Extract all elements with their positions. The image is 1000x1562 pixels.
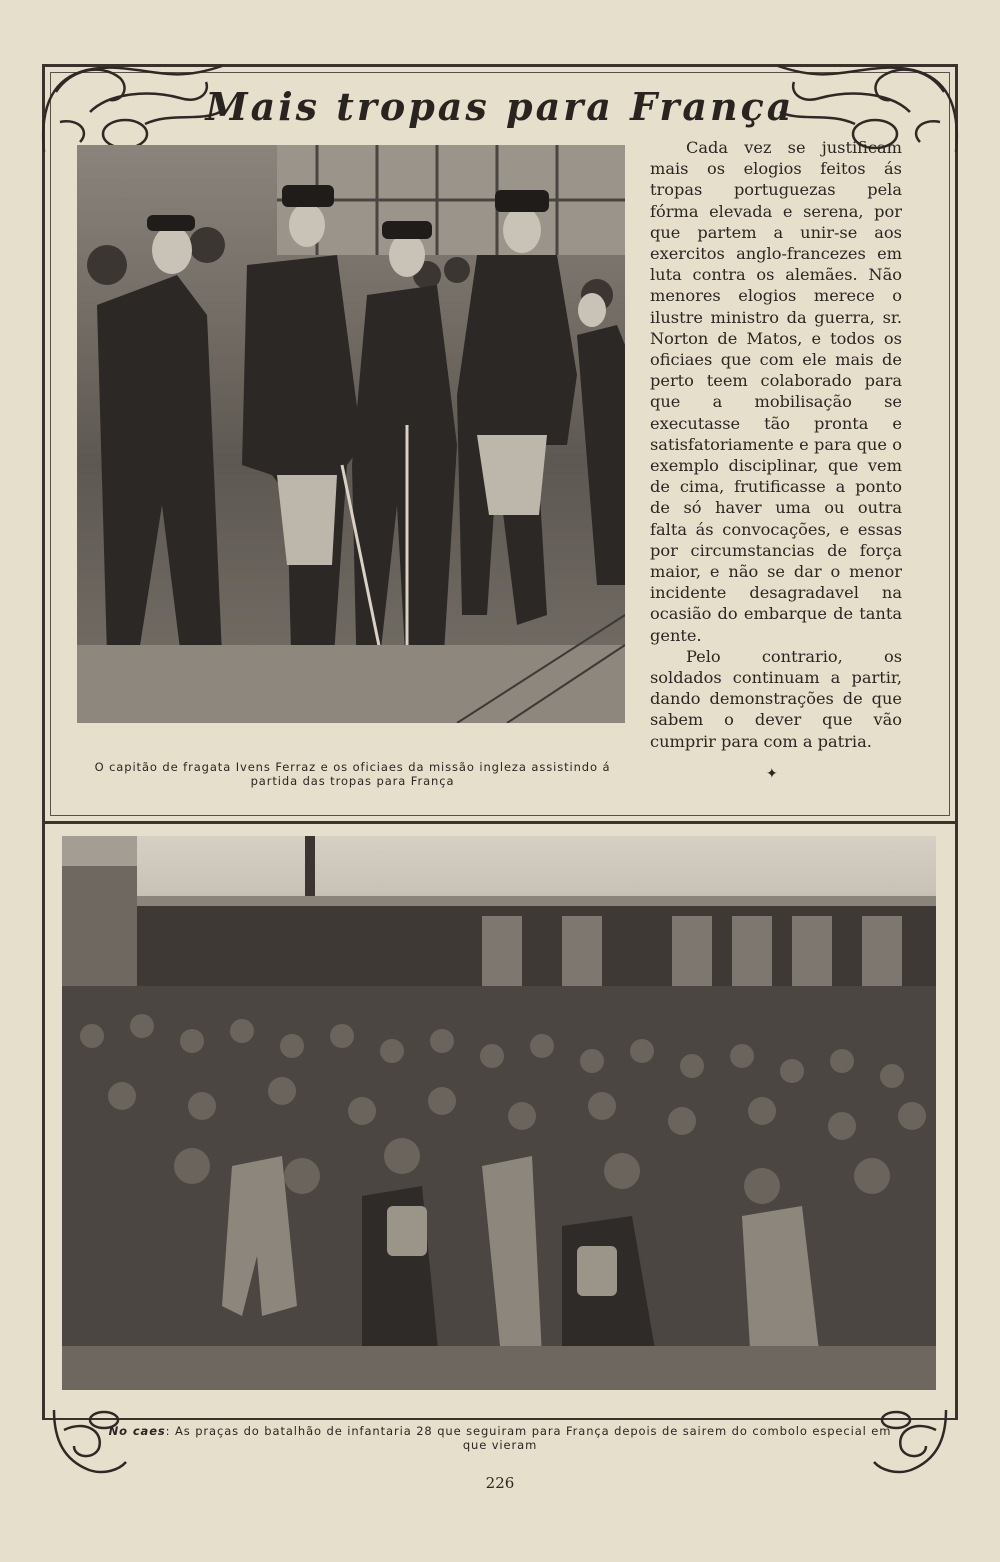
photo-officers-caption: O capitão de fragata Ivens Ferraz e os oficiaes da missão ingleza assistindo á partida das tropas para França <box>94 760 611 788</box>
end-mark-icon: ✦ <box>766 766 778 782</box>
frame-right-side <box>955 824 958 1418</box>
photo-soldiers-caption <box>100 1424 900 1452</box>
article-body <box>650 137 902 752</box>
article-paragraph: Pelo contrario, os soldados continuam a partir, dando demonstrações de que sabem o dever que vão cumprir para com a patria. <box>650 646 902 751</box>
photo-officers <box>77 145 625 723</box>
frame-bottom-line <box>42 1418 958 1420</box>
article-title: Mais tropas para França <box>205 84 795 129</box>
caption-text: : As praças do batalhão de infantaria 28 que seguiram para França depois de sairem do combolo especial em que vieram <box>165 1424 892 1452</box>
page-number: 226 <box>485 1474 515 1492</box>
frame-left-side <box>42 824 45 1418</box>
caption-lead: No caes <box>108 1424 166 1438</box>
article-paragraph: Cada vez se justificam mais os elogios feitos ás tropas portuguezas pela fórma elevada e serena, por que partem a unir-se aos exercitos anglo-francezes em luta contra os alemães. Não menores elogios merece o ilustre ministro da guerra, sr. Norton de Matos, e todos os oficiaes que com ele mais de perto teem colaborado para que a mobilisação se executasse tão pronta e satisfatoriamente e para que o exemplo disciplinar, que vem de cima, frutificasse a ponto de só haver uma ou outra falta ás convocações, e essas por circumstancias de força maior, e não se dar o menor incidente desagradavel na ocasião do embarque de tanta gente. <box>650 138 902 645</box>
photo-soldiers <box>62 836 936 1390</box>
